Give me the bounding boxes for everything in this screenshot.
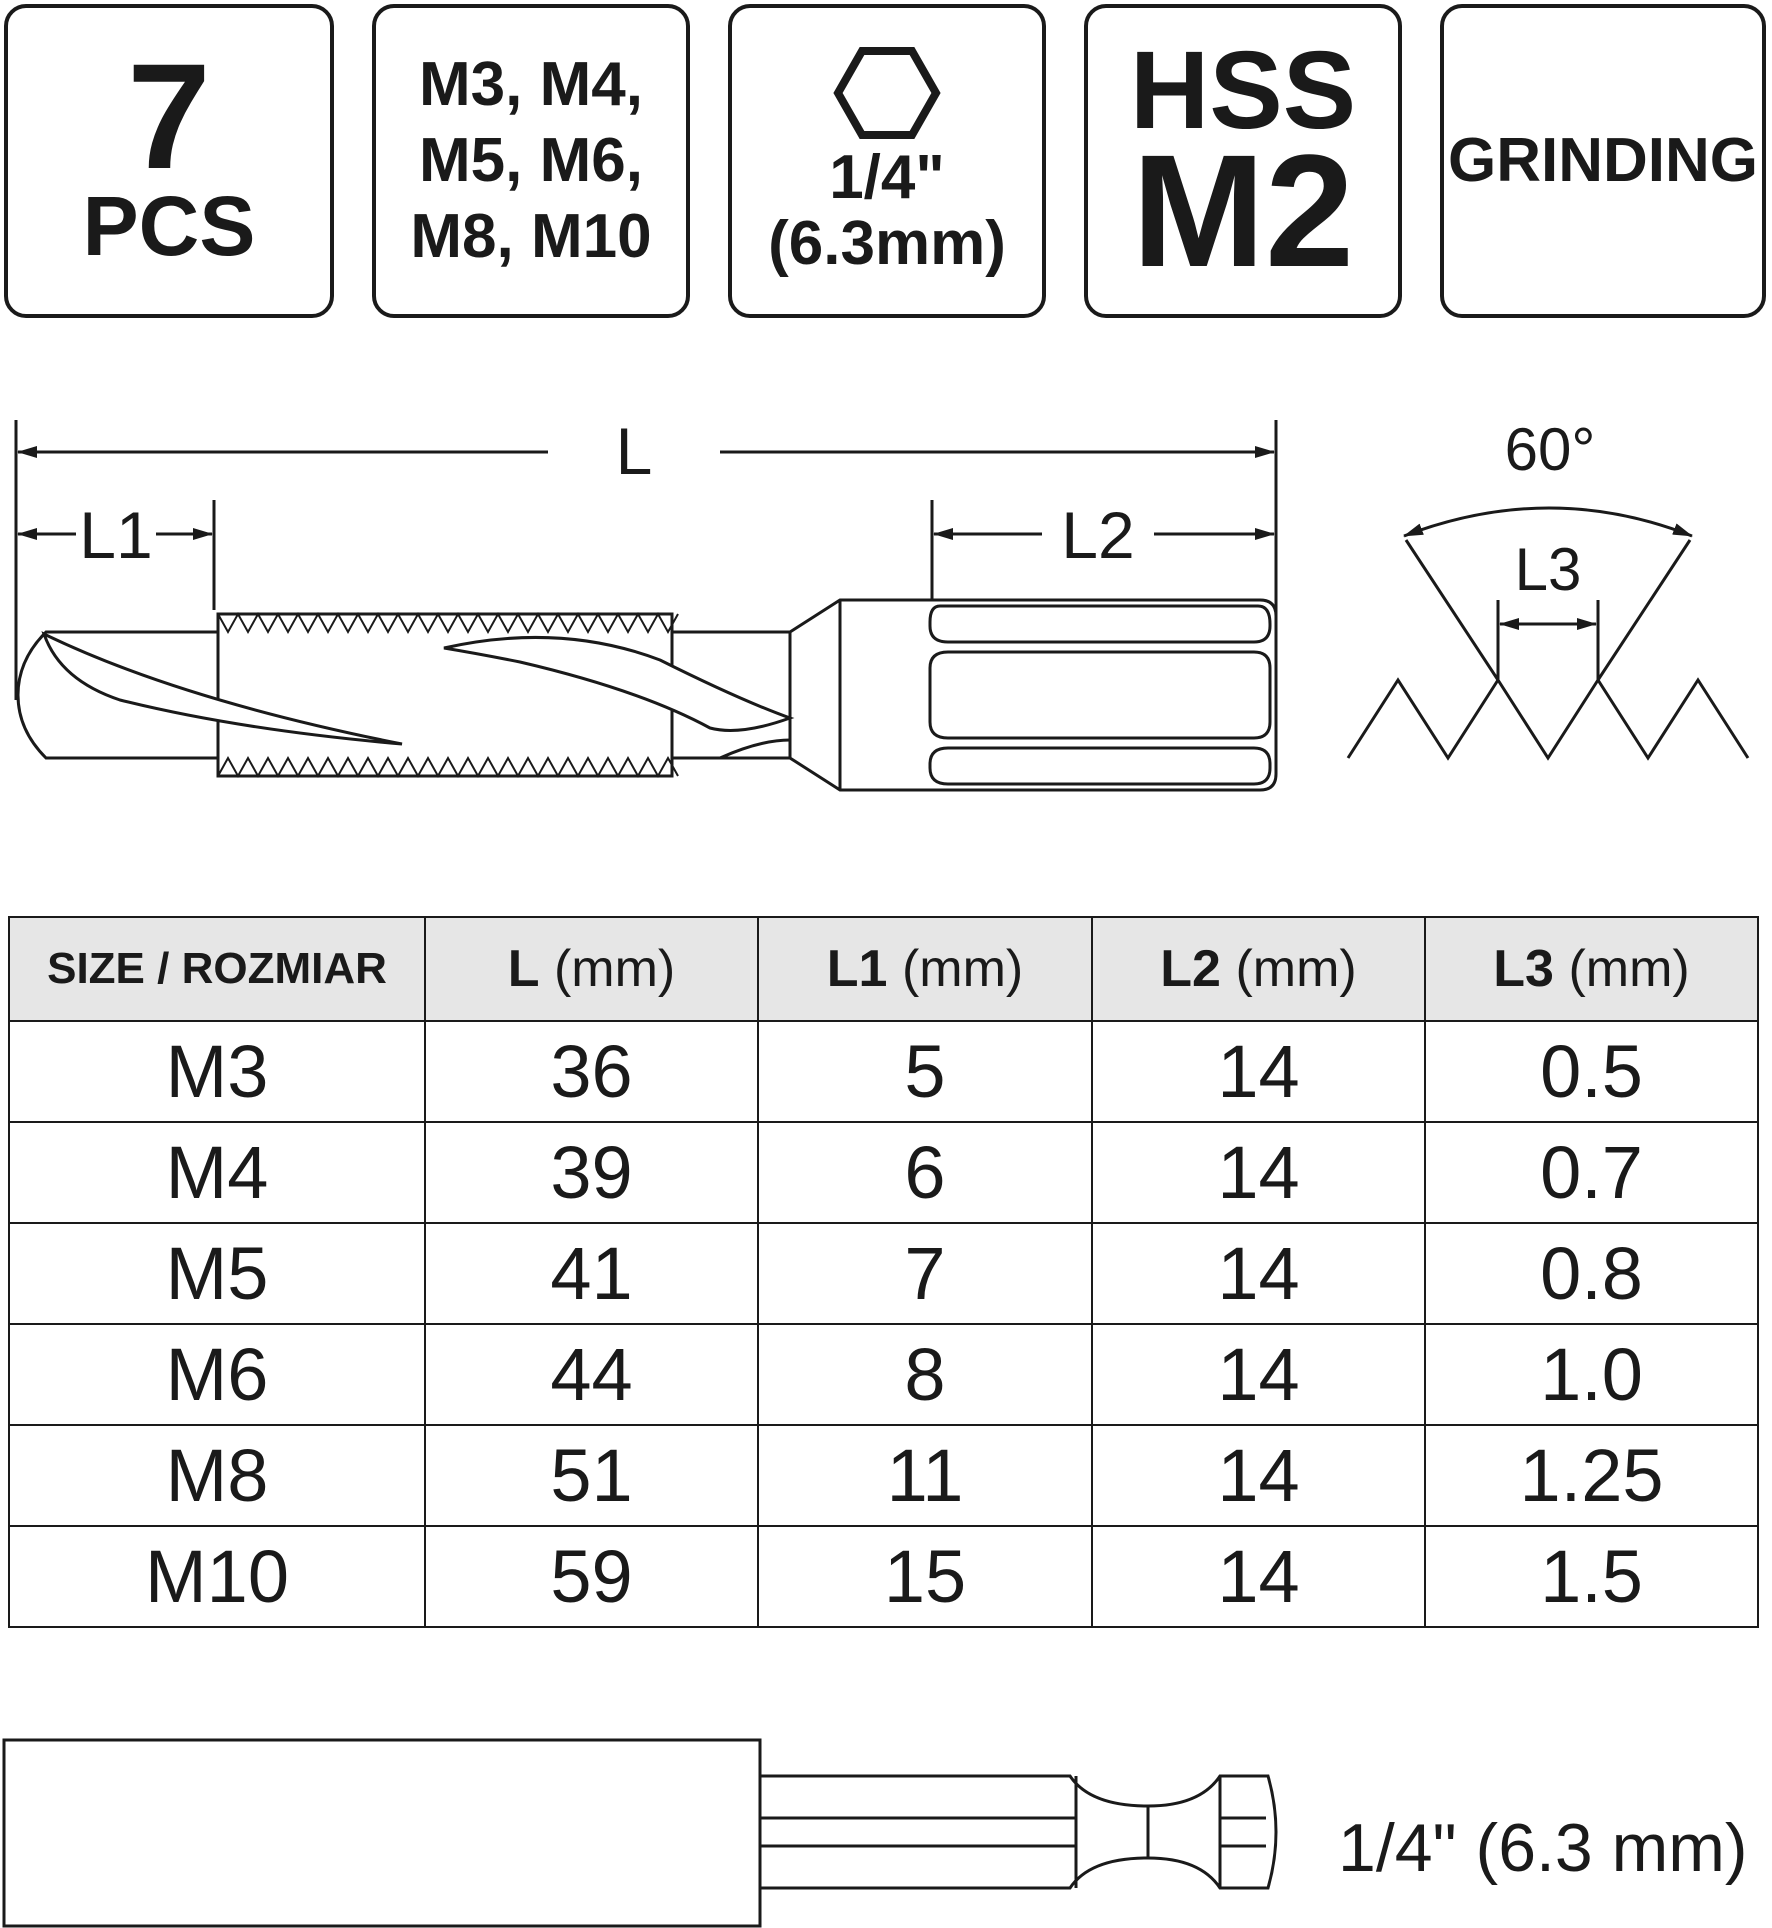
finish-label: GRINDING — [1448, 126, 1758, 195]
cell-L1: 8 — [758, 1324, 1092, 1425]
header-L: L (mm) — [425, 917, 758, 1021]
cell-L1: 11 — [758, 1425, 1092, 1526]
cell-L3: 0.7 — [1425, 1122, 1758, 1223]
dim-label-L: L — [615, 414, 653, 488]
cell-L3: 0.8 — [1425, 1223, 1758, 1324]
cell-size: M4 — [9, 1122, 425, 1223]
badge-shank — [728, 4, 1046, 318]
table-row — [9, 1324, 1758, 1425]
badge-material — [1084, 4, 1402, 318]
cell-L3: 1.0 — [1425, 1324, 1758, 1425]
header-L2: L2 (mm) — [1092, 917, 1425, 1021]
table-row — [9, 1021, 1758, 1122]
cell-size: M5 — [9, 1223, 425, 1324]
cell-L1: 15 — [758, 1526, 1092, 1627]
cell-L: 36 — [425, 1021, 758, 1122]
hex-shank — [760, 1776, 1276, 1888]
sizes-line-1: M3, M4, — [419, 50, 643, 119]
shank-inch: 1/4" — [829, 143, 945, 212]
cell-L: 39 — [425, 1122, 758, 1223]
cell-L2: 14 — [1092, 1122, 1425, 1223]
cell-L3: 1.25 — [1425, 1425, 1758, 1526]
sizes-line-3: M8, M10 — [410, 202, 652, 271]
hexagon-icon — [832, 45, 942, 141]
table-row — [9, 1526, 1758, 1627]
hex-shank-drawing — [0, 1736, 1330, 1928]
sizes-line-2: M5, M6, — [419, 126, 643, 195]
dim-label-L2: L2 — [1061, 498, 1135, 572]
dim-label-L3: L3 — [1514, 536, 1582, 603]
cell-L: 51 — [425, 1425, 758, 1526]
cell-L: 59 — [425, 1526, 758, 1627]
cell-L: 44 — [425, 1324, 758, 1425]
cell-L2: 14 — [1092, 1324, 1425, 1425]
cell-size: M8 — [9, 1425, 425, 1526]
dim-label-L1: L1 — [79, 498, 153, 572]
cell-L2: 14 — [1092, 1021, 1425, 1122]
header-L1: L1 (mm) — [758, 917, 1092, 1021]
cell-L3: 0.5 — [1425, 1021, 1758, 1122]
table-row — [9, 1223, 1758, 1324]
piece-count-number: 7 — [127, 32, 211, 200]
cell-size: M10 — [9, 1526, 425, 1627]
cell-L: 41 — [425, 1223, 758, 1324]
cell-L1: 7 — [758, 1223, 1092, 1324]
material-line-1: HSS — [1129, 29, 1357, 152]
badge-sizes — [372, 4, 690, 318]
bit-holder-body — [4, 1740, 760, 1926]
badge-finish — [1440, 4, 1766, 318]
cell-L1: 6 — [758, 1122, 1092, 1223]
tap-drill-drawing — [0, 400, 1772, 800]
cell-L2: 14 — [1092, 1223, 1425, 1324]
header-size: SIZE / ROZMIAR — [9, 917, 425, 1021]
shank-size-label: 1/4" (6.3 mm) — [1338, 1810, 1748, 1886]
table-row — [9, 1122, 1758, 1223]
header-L3: L3 (mm) — [1425, 917, 1758, 1021]
cell-L1: 5 — [758, 1021, 1092, 1122]
badge-piece-count — [4, 4, 334, 318]
piece-count-unit: PCS — [82, 179, 256, 273]
angle-label: 60° — [1504, 416, 1596, 483]
table-row — [9, 1425, 1758, 1526]
cell-L3: 1.5 — [1425, 1526, 1758, 1627]
table-header-row — [9, 917, 1758, 1021]
cell-size: M3 — [9, 1021, 425, 1122]
cell-L2: 14 — [1092, 1526, 1425, 1627]
material-line-2: M2 — [1131, 121, 1355, 300]
cell-size: M6 — [9, 1324, 425, 1425]
cell-L2: 14 — [1092, 1425, 1425, 1526]
spec-table — [8, 916, 1759, 1628]
shank-mm: (6.3mm) — [768, 209, 1006, 278]
